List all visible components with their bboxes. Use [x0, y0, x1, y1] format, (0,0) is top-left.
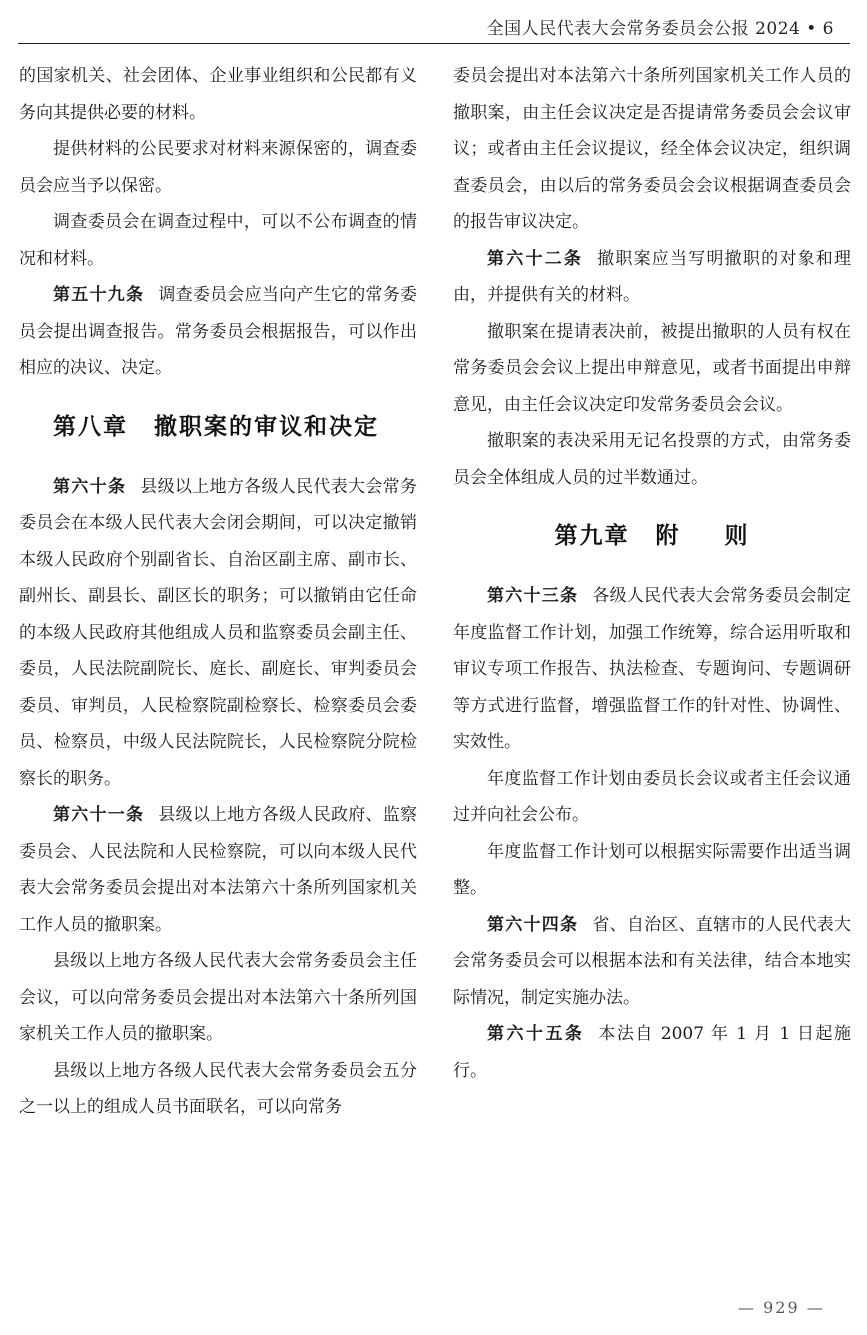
paragraph: 撤职案的表决采用无记名投票的方式，由常务委员会全体组成人员的过半数通过。	[453, 431, 851, 488]
chapter-9-heading	[453, 508, 851, 564]
article-label: 第六十条	[53, 476, 127, 497]
article-65	[453, 1016, 851, 1089]
article-text: 县级以上地方各级人民政府、监察委员会、人民法院和人民检察院，可以向本级人民代表大会常务委员会提出对本法第六十条所列国家机关工作人员的撤职案。	[19, 805, 418, 935]
article-label: 第六十一条	[53, 805, 145, 825]
article-60	[19, 469, 417, 798]
article-63	[453, 578, 851, 761]
page-number: — 929 —	[738, 1298, 825, 1317]
running-header	[18, 0, 850, 44]
article-label: 第五十九条	[53, 285, 145, 305]
left-column	[19, 58, 417, 1126]
chapter-number: 第九章	[554, 523, 630, 549]
journal-title: 全国人民代表大会常务委员会公报 2024 • 6	[486, 19, 834, 39]
article-text: 本法自 2007 年 1 月 1 日起施行。	[453, 1024, 852, 1081]
article-text: 县级以上地方各级人民代表大会常务委员会在本级人民代表大会闭会期间，可以决定撤销本级人民政府个别副省长、自治区副主席、副市长、副州长、副县长、副区长的职务；可以撤销由它任命的本级人民政府其他组成人员和监察委员会副主任、委员，人民法院副院长、庭长、副庭长、审判委员会委员、审判员，人民检察院副检察长、检察委员会委员、检察员，中级人民法院院长，人民检察院分院检察长的职务。	[19, 476, 418, 789]
right-column	[453, 58, 851, 1089]
article-64	[453, 907, 851, 1017]
paragraph: 撤职案在提请表决前，被提出撤职的人员有权在常务委员会会议上提出申辩意见，或者书面提出申辩意见，由主任会议决定印发常务委员会会议。	[453, 321, 851, 415]
article-61	[19, 797, 417, 943]
chapter-number: 第八章	[53, 413, 128, 440]
article-label: 第六十三条	[487, 586, 579, 606]
article-label: 第六十四条	[487, 914, 579, 935]
article-text: 调查委员会应当向产生它的常务委员会提出调查报告。常务委员会根据报告，可以作出相应的决议、决定。	[19, 285, 418, 378]
chapter-title-part-b: 则	[724, 523, 750, 549]
article-text: 各级人民代表大会常务委员会制定年度监督工作计划，加强工作统筹，综合运用听取和审议专项工作报告、执法检查、专题询问、专题调研等方式进行监督，增强监督工作的针对性、协调性、实效性。	[453, 586, 852, 752]
paragraph: 提供材料的公民要求对材料来源保密的，调查委员会应当予以保密。	[19, 139, 417, 196]
paragraph: 年度监督工作计划可以根据实际需要作出适当调整。	[453, 841, 851, 898]
paragraph: 年度监督工作计划由委员长会议或者主任会议通过并向社会公布。	[453, 768, 851, 825]
paragraph: 调查委员会在调查过程中，可以不公布调查的情况和材料。	[19, 212, 417, 269]
article-label: 第六十二条	[487, 248, 584, 269]
paragraph-continued: 的国家机关、社会团体、企业事业组织和公民都有义务向其提供必要的材料。	[19, 66, 417, 123]
article-label: 第六十五条	[487, 1024, 585, 1044]
article-62	[453, 241, 851, 314]
article-text: 省、自治区、直辖市的人民代表大会常务委员会可以根据本法和有关法律，结合本地实际情况，制定实施办法。	[453, 914, 852, 1008]
paragraph: 县级以上地方各级人民代表大会常务委员会主任会议，可以向常务委员会提出对本法第六十条所列国家机关工作人员的撤职案。	[19, 951, 417, 1044]
chapter-title: 撤职案的审议和决定	[154, 413, 379, 440]
chapter-title-part-a: 附	[655, 523, 681, 549]
paragraph-continued: 委员会提出对本法第六十条所列国家机关工作人员的撤职案，由主任会议决定是否提请常务委员会会议审议；或者由主任会议提议，经全体会议决定，组织调查委员会，由以后的常务委员会会议根据调查委员会的报告审议决定。	[453, 66, 851, 232]
chapter-8-heading	[19, 399, 417, 455]
paragraph: 县级以上地方各级人民代表大会常务委员会五分之一以上的组成人员书面联名，可以向常务	[19, 1060, 417, 1117]
article-text: 撤职案应当写明撤职的对象和理由，并提供有关的材料。	[453, 248, 852, 305]
article-59	[19, 277, 417, 387]
